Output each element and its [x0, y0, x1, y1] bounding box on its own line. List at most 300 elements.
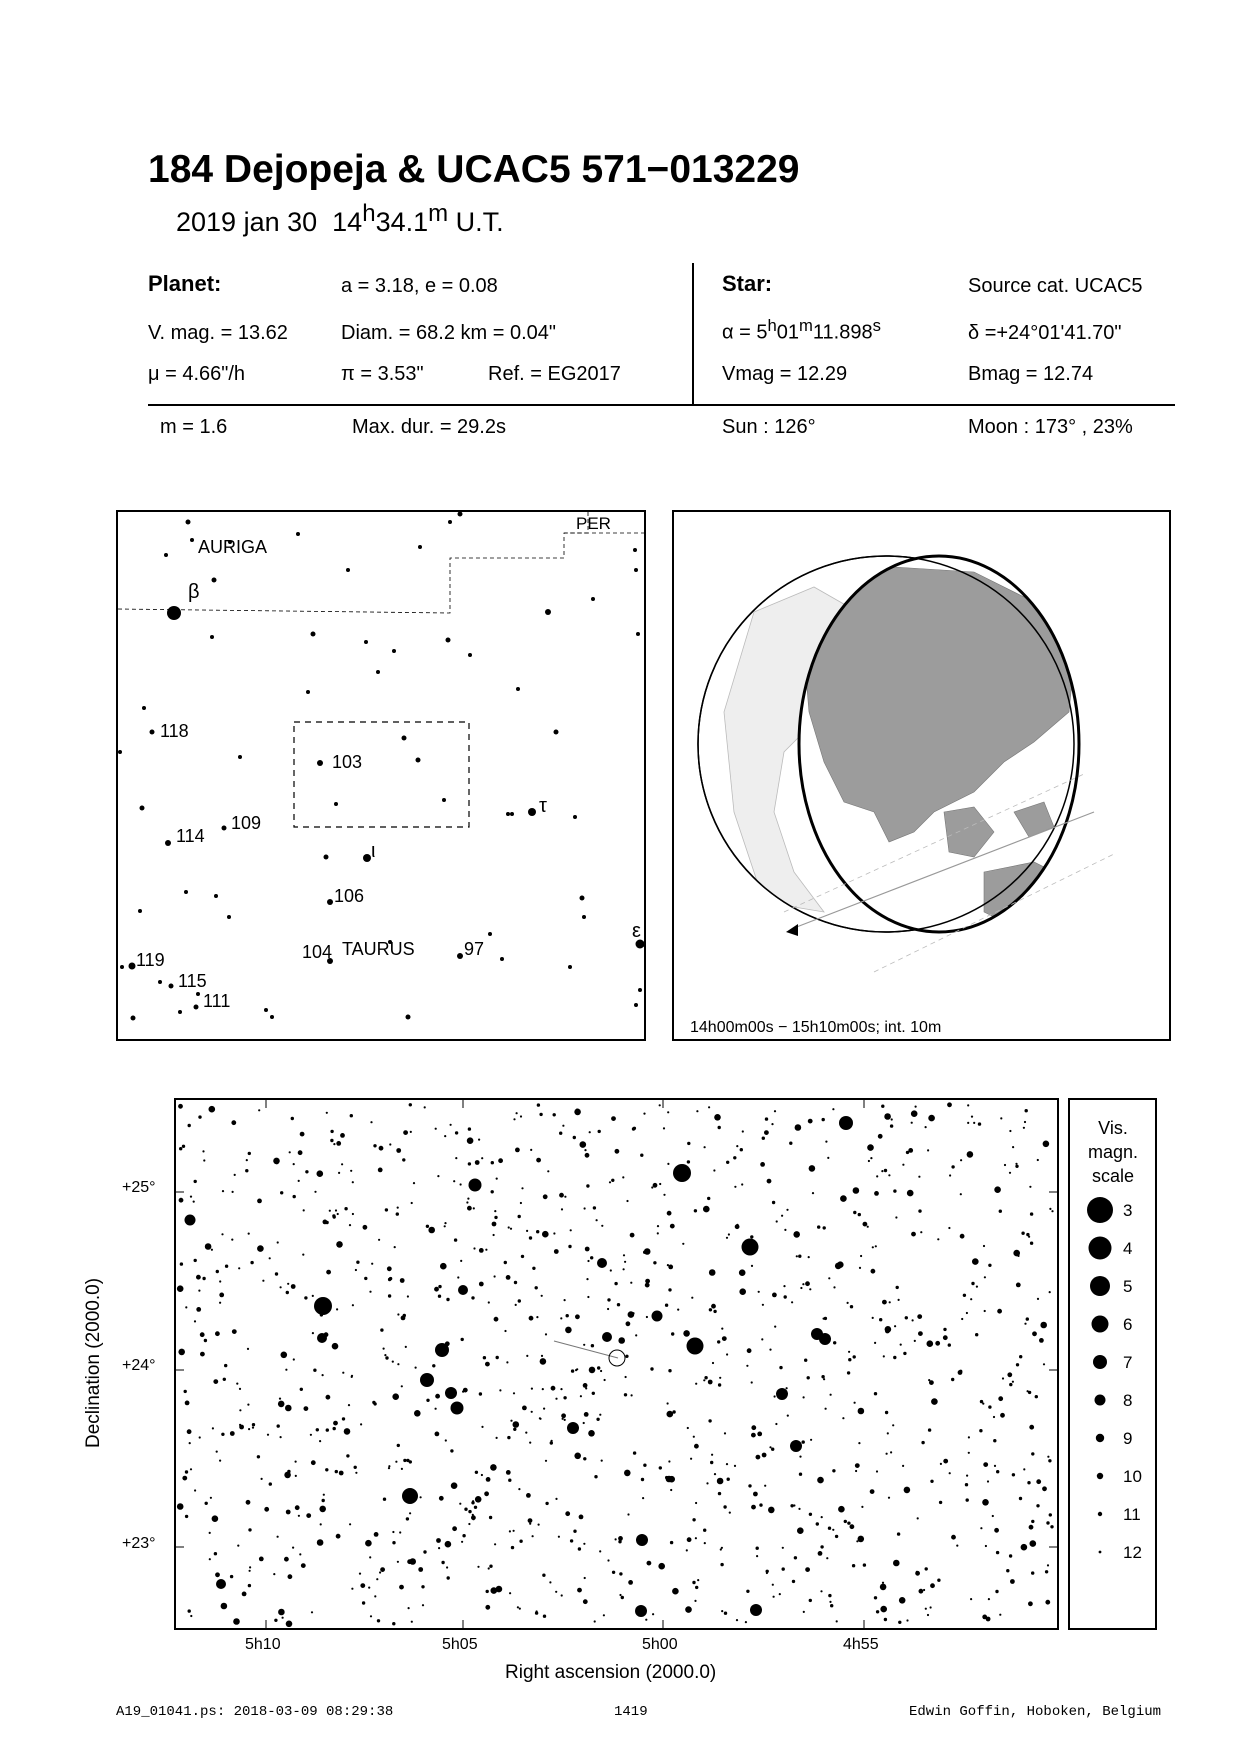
field-star [665, 1304, 668, 1307]
field-star [421, 1585, 424, 1588]
field-star [918, 1331, 923, 1336]
field-star [468, 1162, 471, 1165]
field-star [529, 1236, 532, 1239]
field-star [400, 1278, 405, 1283]
bright-star [216, 1579, 226, 1589]
star-source: Source cat. UCAC5 [968, 275, 1143, 297]
field-star [344, 1428, 351, 1435]
field-star [609, 1181, 611, 1183]
field-star [1028, 1391, 1031, 1394]
field-star [434, 1287, 439, 1292]
field-star [999, 1614, 1001, 1616]
field-star [385, 1208, 388, 1211]
dec-label-23: +23° [122, 1535, 156, 1552]
planet-motion: μ = 4.66"/h [148, 363, 246, 385]
finder-star [158, 980, 162, 984]
field-star [467, 1137, 474, 1144]
field-star [531, 1388, 533, 1390]
field-star [540, 1358, 547, 1365]
field-star [221, 1233, 223, 1235]
field-star [855, 1470, 857, 1472]
field-star [911, 1122, 913, 1124]
field-star [823, 1318, 825, 1320]
field-star [684, 1170, 686, 1172]
field-star [401, 1316, 406, 1321]
field-star [652, 1613, 654, 1615]
field-star [295, 1475, 297, 1477]
field-star [570, 1229, 572, 1231]
constellation-taurus: TAURUS [342, 939, 415, 959]
field-star [711, 1304, 716, 1309]
field-star [794, 1556, 797, 1559]
field-star [615, 1149, 620, 1154]
field-star [185, 1306, 187, 1308]
field-star [248, 1584, 251, 1587]
field-star [562, 1125, 564, 1127]
field-star [586, 1278, 588, 1280]
field-star [1016, 1363, 1019, 1366]
field-star [583, 1599, 588, 1604]
field-star [194, 1320, 196, 1322]
field-star [269, 1482, 272, 1485]
field-star [624, 1470, 631, 1477]
field-star [918, 1176, 920, 1178]
field-star [751, 1265, 753, 1267]
field-star [231, 1120, 236, 1125]
field-star [774, 1326, 776, 1328]
field-star [949, 1472, 951, 1474]
field-star [1049, 1208, 1051, 1210]
field-star [211, 1249, 213, 1251]
field-star [835, 1535, 838, 1538]
finder-star [516, 687, 520, 691]
star-label-iota: ι [371, 840, 376, 862]
finder-star [264, 1008, 268, 1012]
field-star [188, 1609, 191, 1612]
field-star [1024, 1323, 1026, 1325]
field-star [230, 1431, 235, 1436]
field-star [667, 1411, 674, 1418]
field-star [491, 1161, 494, 1164]
field-star [615, 1538, 617, 1540]
field-star [510, 1420, 512, 1422]
finder-star [406, 1015, 411, 1020]
field-star [693, 1436, 695, 1438]
field-star [1029, 1525, 1034, 1530]
field-star [326, 1395, 331, 1400]
field-star [488, 1567, 490, 1569]
field-star [968, 1452, 970, 1454]
field-star [601, 1225, 603, 1227]
field-star [695, 1502, 697, 1504]
field-star [825, 1408, 827, 1410]
field-star [718, 1383, 721, 1386]
ra-label-5h05: 5h05 [442, 1636, 478, 1653]
field-star [713, 1169, 715, 1171]
field-star [536, 1316, 538, 1318]
finder-star [129, 963, 136, 970]
field-star [739, 1269, 746, 1276]
field-star [494, 1317, 499, 1322]
field-star [911, 1232, 916, 1237]
field-star [396, 1212, 399, 1215]
field-star [695, 1537, 697, 1539]
field-star [756, 1547, 759, 1550]
field-star [607, 1308, 609, 1310]
planet-heading: Planet: [148, 271, 222, 296]
globe-caption: 14h00m00s − 15h10m00s; int. 10m [690, 1019, 942, 1036]
field-star [374, 1595, 376, 1597]
field-star [498, 1158, 503, 1163]
field-star [623, 1268, 625, 1270]
field-star [943, 1459, 948, 1464]
field-star [1031, 1571, 1034, 1574]
field-star [392, 1361, 394, 1363]
field-star [335, 1470, 338, 1473]
field-star [982, 1499, 989, 1506]
field-star [948, 1227, 950, 1229]
field-star [214, 1552, 217, 1555]
field-star [489, 1565, 492, 1568]
field-star [983, 1245, 985, 1247]
field-star [671, 1332, 674, 1335]
field-star [601, 1460, 603, 1462]
field-star [530, 1149, 532, 1151]
field-star [329, 1210, 331, 1212]
field-star [475, 1471, 478, 1474]
field-star [426, 1225, 429, 1228]
constellation-perseus: PER [576, 514, 611, 533]
asteroid-track [554, 1341, 618, 1358]
field-star [863, 1222, 868, 1227]
field-star [312, 1295, 314, 1297]
planet-vmag: V. mag. = 13.62 [148, 322, 288, 344]
field-star [573, 1530, 576, 1533]
field-star [782, 1567, 785, 1570]
field-star [185, 1515, 188, 1518]
field-star [330, 1139, 333, 1142]
finder-star [317, 760, 323, 766]
field-star [1049, 1513, 1052, 1516]
finder-star [634, 1003, 638, 1007]
star-label-111: 111 [203, 991, 231, 1011]
field-star [351, 1375, 353, 1377]
field-star [832, 1469, 835, 1472]
field-star [626, 1321, 631, 1326]
field-star [645, 1619, 647, 1621]
scale-magnitude-label: 7 [1123, 1353, 1133, 1372]
field-star [875, 1245, 877, 1247]
field-star [414, 1410, 421, 1417]
field-star [906, 1619, 908, 1621]
bright-star [776, 1388, 788, 1400]
sun-elongation: Sun : 126° [722, 416, 816, 438]
field-star [284, 1557, 289, 1562]
field-star [853, 1355, 856, 1358]
field-star [245, 1169, 248, 1172]
field-star [379, 1571, 381, 1573]
field-star [943, 1328, 946, 1331]
field-star [563, 1396, 566, 1399]
field-star [1016, 1283, 1021, 1288]
field-star [446, 1566, 448, 1568]
field-star [762, 1304, 764, 1306]
bright-star [185, 1215, 196, 1226]
field-star [808, 1119, 813, 1124]
field-star [746, 1590, 749, 1593]
field-star [790, 1504, 793, 1507]
field-star [885, 1326, 892, 1333]
field-star [734, 1465, 736, 1467]
field-star [980, 1527, 982, 1529]
field-star [444, 1222, 446, 1224]
bright-star [567, 1422, 579, 1434]
field-star [583, 1422, 585, 1424]
finder-star [392, 649, 396, 653]
field-star [190, 1468, 192, 1470]
field-star [710, 1461, 713, 1464]
field-star [422, 1604, 424, 1606]
field-star [250, 1261, 253, 1264]
field-star [611, 1116, 616, 1121]
field-star [853, 1187, 860, 1194]
field-star [350, 1170, 352, 1172]
field-star [890, 1124, 893, 1127]
field-star [506, 1275, 511, 1280]
field-star [832, 1108, 834, 1110]
field-star [855, 1463, 860, 1468]
field-star [817, 1477, 824, 1484]
finder-star [118, 750, 122, 754]
field-star [352, 1181, 354, 1183]
field-star [285, 1369, 287, 1371]
bright-star [673, 1164, 691, 1182]
field-star [513, 1421, 520, 1428]
bright-star [602, 1332, 612, 1342]
field-star [793, 1231, 800, 1238]
field-star [721, 1610, 723, 1612]
field-star [561, 1413, 566, 1418]
finder-star [194, 1005, 199, 1010]
scale-magnitude-label: 5 [1123, 1277, 1133, 1296]
field-star [257, 1245, 264, 1252]
field-star [975, 1333, 978, 1336]
field-star [847, 1302, 849, 1304]
field-star [341, 1163, 343, 1165]
constellation-auriga: AURIGA [198, 537, 268, 557]
field-star [388, 1465, 390, 1467]
field-star [822, 1118, 825, 1121]
field-star [401, 1385, 403, 1387]
field-star [349, 1523, 351, 1525]
event-datetime: 2019 jan 30 14$^h$34.1$^m$ U.T. [176, 200, 504, 237]
field-star [625, 1355, 628, 1358]
bright-star [469, 1179, 482, 1192]
field-star [551, 1386, 556, 1391]
field-star [718, 1492, 721, 1495]
field-star [450, 1124, 452, 1126]
field-star [771, 1448, 774, 1451]
field-star [509, 1592, 511, 1594]
field-star [178, 1349, 185, 1356]
field-star [820, 1545, 823, 1548]
field-star [518, 1488, 520, 1490]
field-star [740, 1148, 743, 1151]
field-star [392, 1541, 395, 1544]
field-star [697, 1579, 699, 1581]
field-star [893, 1560, 900, 1567]
field-star [658, 1563, 665, 1570]
field-star [252, 1427, 254, 1429]
field-star [633, 1451, 636, 1454]
field-star [724, 1432, 726, 1434]
field-star [462, 1534, 465, 1537]
field-star [342, 1417, 345, 1420]
field-star [758, 1291, 760, 1293]
field-star [928, 1379, 930, 1381]
field-star [584, 1412, 589, 1417]
bright-star [687, 1338, 704, 1355]
field-star [665, 1476, 668, 1479]
field-star [928, 1428, 931, 1431]
field-star [232, 1191, 234, 1193]
finder-chart [116, 510, 646, 1041]
field-star [506, 1361, 508, 1363]
field-star [774, 1395, 776, 1397]
field-star [600, 1370, 602, 1372]
field-star [182, 1145, 185, 1148]
field-star [888, 1174, 890, 1176]
field-star [970, 1298, 972, 1300]
finder-star [418, 545, 422, 549]
finder-star [140, 806, 145, 811]
field-star [1029, 1186, 1031, 1188]
field-star [591, 1344, 594, 1347]
field-star [768, 1507, 775, 1514]
field-star [485, 1605, 490, 1610]
field-star [513, 1118, 515, 1120]
field-star [432, 1364, 435, 1367]
field-star [988, 1405, 991, 1408]
field-star [259, 1557, 264, 1562]
field-star [587, 1296, 589, 1298]
field-star [553, 1232, 555, 1234]
field-star [586, 1184, 589, 1187]
field-star [772, 1293, 777, 1298]
field-star [906, 1151, 909, 1154]
field-star [438, 1295, 441, 1298]
scale-items [1087, 1197, 1142, 1562]
field-star [332, 1214, 335, 1217]
field-star [472, 1518, 474, 1520]
field-star [1036, 1504, 1039, 1507]
field-star [645, 1279, 650, 1284]
field-star [726, 1237, 728, 1239]
field-star [741, 1183, 743, 1185]
field-star [810, 1439, 812, 1441]
field-star [884, 1169, 887, 1172]
field-star [407, 1295, 409, 1297]
field-star [504, 1261, 507, 1264]
field-star [363, 1225, 368, 1230]
field-star [340, 1133, 345, 1138]
field-star [978, 1122, 981, 1125]
field-star [982, 1403, 984, 1405]
field-star [982, 1615, 987, 1620]
finder-star [636, 632, 640, 636]
field-star [960, 1193, 962, 1195]
field-star [336, 1141, 341, 1146]
field-star [212, 1515, 219, 1522]
star-label-109: 109 [231, 813, 262, 833]
field-star [739, 1288, 746, 1295]
field-star [925, 1126, 927, 1128]
field-star [951, 1165, 954, 1168]
field-star [336, 1241, 343, 1248]
field-star [209, 1532, 211, 1534]
field-star [781, 1215, 783, 1217]
field-star [808, 1256, 810, 1258]
field-star [479, 1392, 482, 1395]
field-star [314, 1191, 316, 1193]
field-star [893, 1356, 896, 1359]
field-star [828, 1594, 831, 1597]
field-star [351, 1588, 353, 1590]
field-star [988, 1264, 991, 1267]
planet-parallax: π = 3.53" [341, 363, 424, 385]
moon-elongation: Moon : 173° , 23% [968, 416, 1133, 438]
field-star [311, 1611, 313, 1613]
field-star [817, 1225, 820, 1228]
globe-panel [672, 510, 1171, 1041]
field-star [545, 1333, 547, 1335]
field-star [561, 1208, 563, 1210]
field-star [529, 1523, 531, 1525]
field-star [304, 1406, 309, 1411]
ra-label-5h00: 5h00 [642, 1636, 678, 1653]
field-star [971, 1282, 974, 1285]
field-star [219, 1280, 221, 1282]
field-star [1042, 1486, 1047, 1491]
field-star [1047, 1564, 1049, 1566]
scale-symbol [1090, 1276, 1110, 1296]
field-star [961, 1318, 963, 1320]
field-star [583, 1383, 588, 1388]
field-star [937, 1579, 940, 1582]
field-star [748, 1484, 751, 1487]
finder-star [210, 635, 214, 639]
field-star [300, 1388, 303, 1391]
finder-star [120, 965, 124, 969]
field-star [437, 1175, 439, 1177]
field-star [818, 1551, 823, 1556]
field-star [917, 1314, 922, 1319]
field-star [1009, 1130, 1011, 1132]
field-star [513, 1392, 515, 1394]
field-star [435, 1432, 440, 1437]
field-star [466, 1201, 468, 1203]
field-star [311, 1460, 316, 1465]
field-star [887, 1432, 889, 1434]
field-star [621, 1596, 624, 1599]
field-star [593, 1206, 596, 1209]
field-star [833, 1286, 835, 1288]
field-star [273, 1573, 275, 1575]
dec-label-24: +24° [122, 1357, 156, 1374]
field-star [993, 1439, 996, 1442]
bright-star [458, 1285, 468, 1295]
field-star [594, 1475, 597, 1478]
